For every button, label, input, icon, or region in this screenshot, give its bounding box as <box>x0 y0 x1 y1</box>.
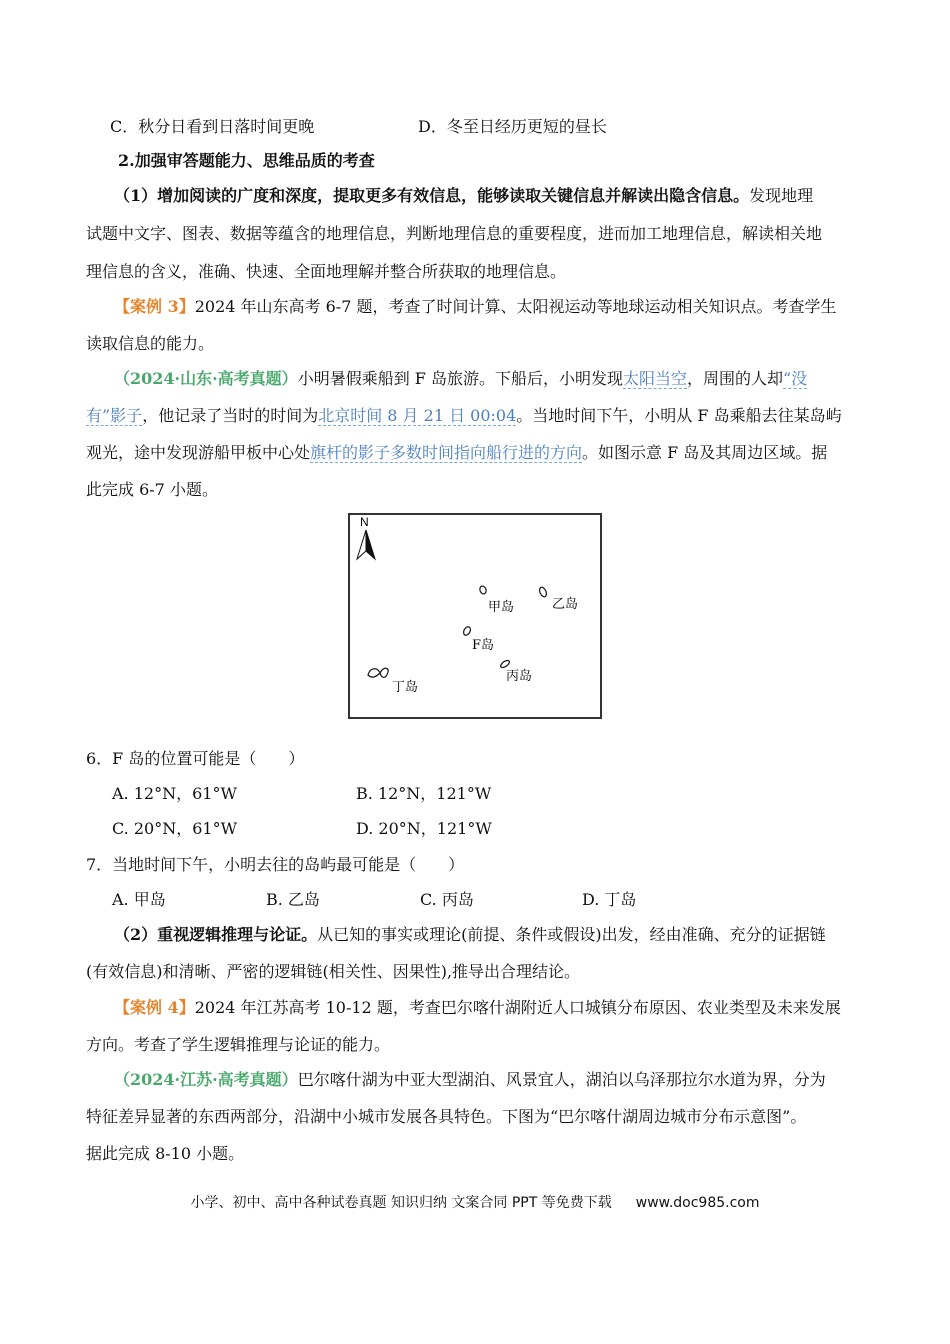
island-map <box>348 513 602 719</box>
sub2-line1 <box>114 925 826 945</box>
exam1-text-d: 。当地时间下午，小明从 F 岛乘船去往某岛屿 <box>516 406 842 425</box>
case3-text: 2024 年山东高考 6-7 题，考查了时间计算、太阳视运动等地球运动相关知识点。考查学生 <box>194 297 837 316</box>
highlight-no-shadow-start: “没 <box>783 369 808 388</box>
case4-line2: 方向。考查了学生逻辑推理与论证的能力。 <box>86 1035 391 1054</box>
exam1-line1 <box>114 369 807 389</box>
highlight-sun-overhead: 太阳当空 <box>622 369 687 388</box>
footer-site-link[interactable]: www.doc985.com <box>635 1195 760 1211</box>
q6-option-d[interactable]: D. 20°N，121°W <box>356 819 492 838</box>
exam1-text-b: ，他记录了当时的时间为 <box>142 406 319 425</box>
case4-tag: 【案例 4】 <box>114 998 195 1017</box>
q5-option-c: C．秋分日看到日落时间更晚 <box>110 117 315 136</box>
exam1-text-f: 。如图示意 F 岛及其周边区域。据 <box>582 443 828 462</box>
sub2-bold: （2）重视逻辑推理与论证。 <box>114 925 318 944</box>
case4-text: 2024 年江苏高考 10-12 题，考查巴尔喀什湖附近人口城镇分布原因、农业类型及未来发展 <box>194 998 841 1017</box>
q7-stem: 7．当地时间下午，小明去往的岛屿最可能是（ ） <box>86 855 465 874</box>
exam2-line2: 特征差异显著的东西两部分，沿湖中小城市发展各具特色。下图为“巴尔喀什湖周边城市分布示意图”。 <box>86 1107 807 1126</box>
sub1-line3: 理信息的含义，准确、快速、全面地理解并整合所获取的地理信息。 <box>86 262 567 281</box>
highlight-flagpole-shadow: 旗杆的影子多数时间指向船行进的方向 <box>310 443 583 462</box>
case3-tag: 【案例 3】 <box>114 297 195 316</box>
north-label: N <box>360 515 369 529</box>
q6-stem: 6．F 岛的位置可能是（ ） <box>86 749 305 768</box>
sub1-line2: 试题中文字、图表、数据等蕴含的地理信息，判断地理信息的重要程度，进而加工地理信息，解读相关地 <box>86 224 823 243</box>
q6-option-c[interactable]: C. 20°N，61°W <box>112 819 238 838</box>
sub1-line1 <box>114 186 813 206</box>
island-jia-label: 甲岛 <box>488 600 515 615</box>
island-f-label: F岛 <box>472 638 495 653</box>
exam2-text: 巴尔喀什湖为中亚大型湖泊、风景宜人，湖泊以乌泽那拉尔水道为界，分为 <box>297 1070 826 1089</box>
exam1-line4: 此完成 6-7 小题。 <box>86 480 218 499</box>
exam2-tag: （2024·江苏·高考真题） <box>114 1070 298 1089</box>
exam2-line3: 据此完成 8-10 小题。 <box>86 1144 245 1163</box>
sub1-rest: 发现地理 <box>749 186 814 205</box>
q6-option-b[interactable]: B. 12°N，121°W <box>356 784 492 803</box>
section-heading: 2.加强审答题能力、思维品质的考查 <box>118 151 375 170</box>
q7-option-c[interactable]: C. 丙岛 <box>420 890 474 909</box>
island-bing-label: 丙岛 <box>506 669 533 684</box>
q7-option-a[interactable]: A. 甲岛 <box>112 890 166 909</box>
q7-option-b[interactable]: B. 乙岛 <box>266 890 320 909</box>
case3-line1 <box>114 297 836 317</box>
sub1-bold: （1）增加阅读的广度和深度，提取更多有效信息，能够读取关键信息并解读出隐含信息。 <box>114 186 750 205</box>
exam1-tag: （2024·山东·高考真题） <box>114 369 298 388</box>
q6-option-a[interactable]: A. 12°N，61°W <box>112 784 237 803</box>
exam2-line1 <box>114 1070 826 1090</box>
sub2-rest: 从已知的事实或理论(前提、条件或假设)出发，经由准确、充分的证据链 <box>317 925 826 944</box>
island-yi-label: 乙岛 <box>552 597 579 612</box>
case4-line1 <box>114 998 841 1018</box>
exam1-text-e: 观光，途中发现游船甲板中心处 <box>86 443 311 462</box>
q5-option-d: D．冬至日经历更短的昼长 <box>418 117 607 136</box>
exam1-line3 <box>86 443 827 463</box>
exam1-line2 <box>86 406 842 426</box>
highlight-no-shadow-end: 有”影子 <box>86 406 143 425</box>
sub2-line2: (有效信息)和清晰、严密的逻辑链(相关性、因果性),推导出合理结论。 <box>86 962 581 981</box>
highlight-beijing-time: 北京时间 8 月 21 日 00:04 <box>318 406 517 425</box>
island-ding-label: 丁岛 <box>392 680 419 695</box>
page-footer <box>0 1192 950 1212</box>
exam1-text-c: ，周围的人却 <box>686 369 783 388</box>
q7-option-d[interactable]: D. 丁岛 <box>582 890 637 909</box>
exam1-text-a: 小明暑假乘船到 F 岛旅游。下船后，小明发现 <box>297 369 623 388</box>
map-frame <box>349 514 601 718</box>
footer-text: 小学、初中、高中各种试卷真题 知识归纳 文案合同 PPT 等免费下载 <box>190 1195 612 1211</box>
case3-line2: 读取信息的能力。 <box>86 334 215 353</box>
